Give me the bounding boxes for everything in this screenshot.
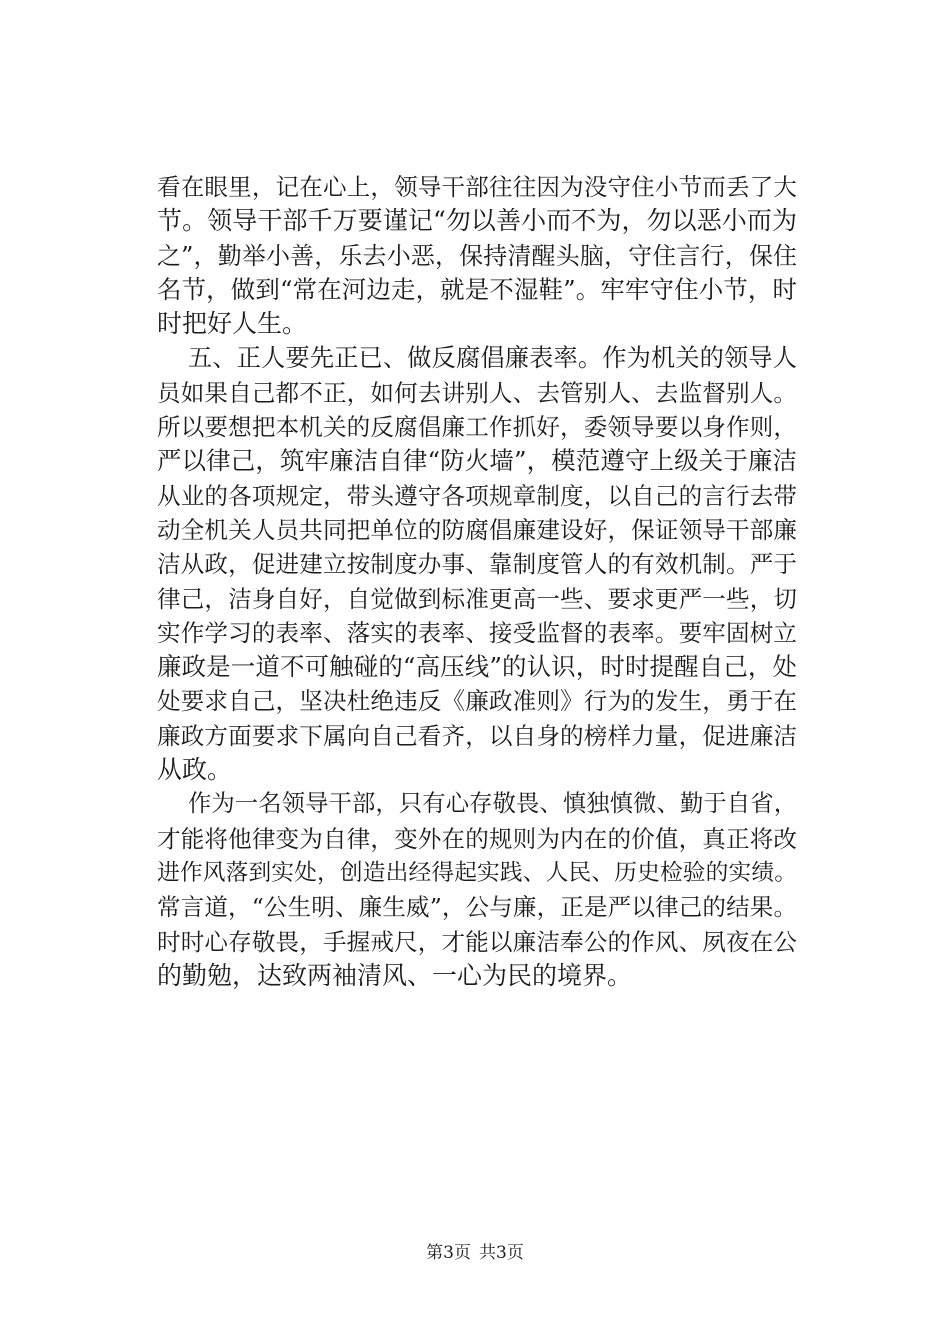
text-line: 严以律己，筑牢廉洁自律“防火墙”，模范遵守上级关于廉洁 — [157, 446, 797, 476]
page-total: 共3页 — [479, 1243, 524, 1263]
text-line: 洁从政，促进建立按制度办事、靠制度管人的有效机制。严于 — [157, 550, 797, 579]
text-line: 节。领导干部千万要谨记“勿以善小而不为，勿以恶小而为 — [157, 206, 797, 236]
text-line: 的勤勉，达致两袖清风、一心为民的境界。 — [157, 960, 633, 990]
paragraph-start-line: 五、正人要先正已、做反腐倡廉表率。作为机关的领导人 — [188, 344, 797, 373]
text-line: 进作风落到实处，创造出经得起实践、人民、历史检验的实绩。 — [157, 859, 797, 886]
text-line: 员如果自己都不正，如何去讲别人、去管别人、去监督别人。 — [157, 378, 797, 407]
text-line: 处要求自己，坚决杜绝违反《廉政准则》行为的发生，勇于在 — [157, 687, 797, 716]
text-line: 实作学习的表率、落实的表率、接受监督的表率。要牢固树立 — [157, 618, 797, 647]
page-footer — [0, 1241, 950, 1265]
text-line: 时时心存敬畏，手握戒尺，才能以廉洁奉公的作风、夙夜在公 — [157, 927, 797, 956]
page-number: 第3页 — [426, 1243, 471, 1263]
text-line: 从政。 — [157, 755, 233, 785]
text-line: 名节，做到“常在河边走，就是不湿鞋”。牢牢守住小节，时 — [157, 274, 797, 304]
text-line: 之”，勤举小善，乐去小恶，保持清醒头脑，守住言行，保住 — [157, 241, 797, 270]
text-line: 常言道，“公生明、廉生威”，公与廉，正是严以律己的结果。 — [157, 893, 797, 922]
text-line: 动全机关人员共同把单位的防腐倡廉建设好，保证领导干部廉 — [157, 515, 797, 544]
text-line: 廉政方面要求下属向自己看齐，以自身的榜样力量，促进廉洁 — [157, 721, 797, 750]
text-line: 看在眼里，记在心上，领导干部往往因为没守住小节而丢了大 — [157, 173, 797, 201]
text-line: 律己，洁身自好，自觉做到标准更高一些、要求更严一些，切 — [157, 584, 797, 613]
text-line: 时把好人生。 — [157, 309, 308, 339]
text-line: 所以要想把本机关的反腐倡廉工作抓好，委领导要以身作则， — [157, 413, 797, 442]
paragraph-start-line: 作为一名领导干部，只有心存敬畏、慎独慎微、勤于自省， — [188, 790, 797, 818]
document-body — [157, 170, 797, 993]
text-line: 从业的各项规定，带头遵守各项规章制度，以自己的言行去带 — [157, 481, 797, 510]
text-line: 才能将他律变为自律，变外在的规则为内在的价值，真正将改 — [157, 824, 797, 853]
text-line: 廉政是一道不可触碰的“高压线”的认识，时时提醒自己，处 — [157, 652, 797, 682]
